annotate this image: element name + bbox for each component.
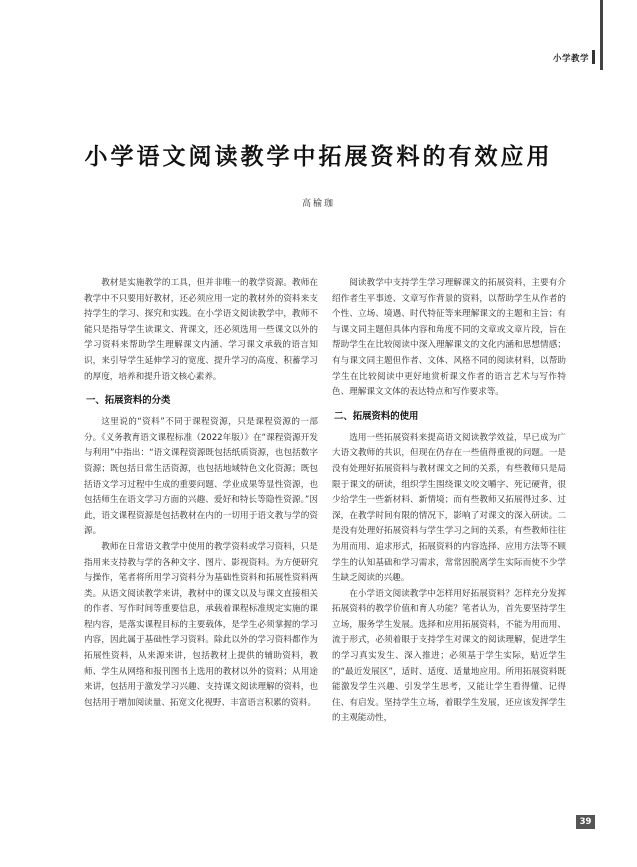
page-number: 39 (576, 815, 595, 829)
paragraph: 阅读教学中支持学生学习理解课文的拓展资料，主要有介绍作者生平事迹、文章写作背景的资料，以帮助学生从作者的个性、立场、境遇、时代特征等来理解课文的主题和主旨；有与课文同主题但具体内容和角度不同的文章或文章片段，旨在帮助学生在比较阅读中深入理解课文的文化内涵和思想情感；有与课文同主题但作者、文体、风格不同的阅读材料，以帮助学生在比较阅读中更好地赏析课文作者的语言艺术与写作特色、理解课文文体的表达特点和写作要求等。 (332, 278, 566, 398)
section-heading: 一、拓展资料的分类 (86, 395, 171, 407)
paragraph: 教材是实施教学的工具，但并非唯一的教学资源。教师在教学中不只要用好教材，还必须应用一定的教材外的资料来支持学生的学习、探究和实践。在小学语文阅读教学中，教师不能只是指导学生读课文、背课文，还必须选用一些课文以外的学习资料来帮助学生理解课文内涵、学习课文承载的语言知识，来引导学生延伸学习的宽度、提升学习的高度、积蓄学习的厚度，培养和提升语文核心素养。 (84, 278, 318, 382)
spine-line (600, 0, 603, 70)
article-author: 高榆珈 (301, 199, 335, 209)
paragraph: 教师在日常语文教学中使用的教学资料或学习资料，只是指用来支持教与学的各种文字、图片、影视资料。为方便研究与操作，笔者将所用学习资料分为基础性资料和拓展性资料两类。从语文阅读教学来讲，教材中的课文以及与课文直接相关的作者、写作时间等重要信息，承载着课程标准规定实施的课程内容，是落实课程目标的主要载体，是学生必须掌握的学习内容，因此属于基础性学习资料。除此以外的学习资料都作为拓展性资料，从来源来讲，包括教材上提供的辅助资料，教师、学生从网络和报刊图书上选用的教材以外的资料；从用途来讲，包括用于激发学习兴趣、支持课文阅读理解的资料，也包括用于增加阅读量、拓宽文化视野、丰富语言积累的资料。 (84, 541, 318, 708)
paragraph: 在小学语文阅读教学中怎样用好拓展资料？怎样充分发挥拓展资料的教学价值和育人功能？笔者认为，首先要坚持学生立场，服务学生发展。选择和应用拓展资料，不能为用而用、流于形式，必须着眼于支持学生对课文的阅读理解，促进学生的学习真实发生、深入推进；必须基于学生实际，贴近学生的“最近发展区”，适时、适度、适量地应用。所用拓展资料既能激发学生兴趣、引发学生思考，又能让学生看得懂、记得住、有启发。坚持学生立场，着眼学生发展，还应该发挥学生的主观能动性， (332, 588, 566, 724)
article-title: 小学语文阅读教学中拓展资料的有效应用 (84, 143, 553, 170)
paragraph: 这里说的“资料”不同于课程资源，只是课程资源的一部分。《义务教育语文课程标准（2022年版）》在“课程资源开发与利用”中指出：“语文课程资源既包括纸质资源，也包括数字资源；既包括日常生活资源，也包括地域特色文化资源；既包括语文学习过程中生成的重要问题、学业成果等显性资源，也包括师生在语文学习方面的兴趣、爱好和特长等隐性资源。”因此，语文课程资源是包括教材在内的一切用于语文教与学的资源。 (84, 417, 318, 537)
section-marker-bar (592, 50, 595, 64)
paragraph: 选用一些拓展资料来提高语文阅读教学效益，早已成为广大语文教师的共识，但现在仍存在一些值得重视的问题。一是没有处理好拓展资料与教材课文之间的关系，有些教师只是局限于课文的研读，组织学生围绕课文咬文嚼字、死记硬背，很少给学生一些新材料、新情境；而有些教师又拓展得过多、过深，在教学时间有限的情况下，影响了对课文的深入研读。二是没有处理好拓展资料与学生学习之间的关系，有些教师往往为用而用、追求形式，拓展资料的内容选择、应用方法等不顾学生的认知基础和学习需求，常常因脱离学生实际而使不少学生缺乏阅读的兴趣。 (332, 432, 566, 584)
right-column (332, 276, 566, 727)
section-heading: 二、拓展资料的使用 (334, 410, 419, 422)
left-column (84, 276, 318, 711)
section-label: 小学教学 (552, 54, 589, 64)
